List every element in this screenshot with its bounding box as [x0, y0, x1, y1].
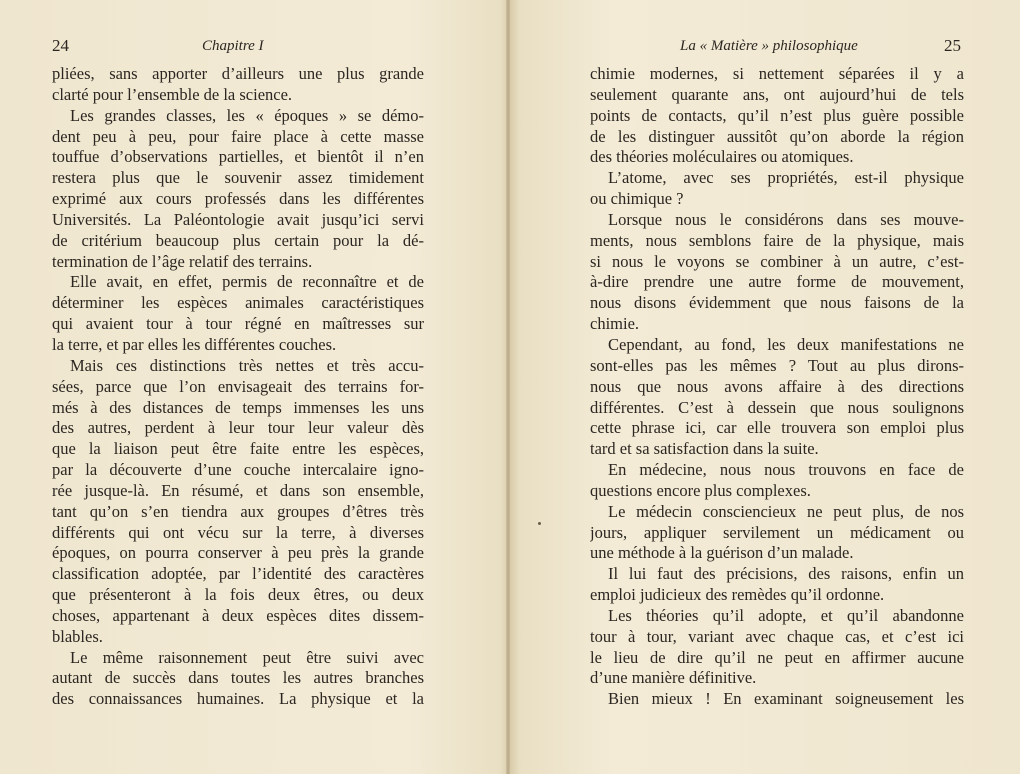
- text-line: des connaissances humaines. La physique et la: [52, 689, 424, 709]
- text-line: différentes. C’est à dessein que nous soulignons: [590, 397, 964, 417]
- text-line: Le même raisonnement peut être suivi avec: [70, 647, 424, 667]
- text-line: d’une manière définitive.: [590, 668, 757, 688]
- text-line: chimie modernes, si nettement séparées il y a: [590, 64, 964, 83]
- text-line: une méthode à la guérison d’un malade.: [590, 543, 854, 563]
- text-line: nous disons évidemment que nous faisons de la: [590, 293, 964, 313]
- text-line: pliées, sans apporter d’ailleurs une plus grande: [52, 64, 424, 83]
- text-line: différents qui ont vécu sur la terre, à diverses: [52, 522, 424, 542]
- text-line: classification adoptée, par l’identité des caractères: [52, 564, 424, 584]
- page-body: [590, 64, 964, 710]
- text-line: L’atome, avec ses propriétés, est-il physique: [608, 168, 964, 188]
- text-line: més à des distances de temps immenses les uns: [52, 397, 424, 417]
- text-line: Universités. La Paléontologie avait jusqu’ici servi: [52, 209, 424, 229]
- text-line: En médecine, nous nous trouvons en face de: [608, 460, 964, 480]
- text-line: sont-elles pas les mêmes ? Tout au plus dirons-: [590, 355, 964, 375]
- text-line: de critérium beaucoup plus certain pour la dé-: [52, 230, 424, 250]
- text-line: à-dire prendre une autre forme de mouvement,: [590, 272, 964, 292]
- text-line: sées, parce que l’on envisageait des terrains for-: [52, 376, 424, 396]
- text-line: cette phrase ici, car elle trouvera son emploi plus: [590, 418, 964, 438]
- text-line: autant de succès dans toutes les autres branches: [52, 668, 424, 688]
- text-line: la terre, et par elles les différentes couches.: [52, 334, 337, 354]
- text-line: clarté pour l’ensemble de la science.: [52, 84, 293, 104]
- page-body: [52, 64, 424, 710]
- text-line: termination de l’âge relatif des terrains.: [52, 251, 313, 271]
- text-line: nous que nous avons affaire à des directions: [590, 376, 964, 396]
- text-line: dent peu à peu, pour faire place à cette masse: [52, 126, 424, 146]
- text-line: que présenteront à la fois deux êtres, ou deux: [52, 585, 424, 605]
- text-line: Bien mieux ! En examinant soigneusement les: [608, 689, 964, 709]
- text-line: touffue d’observations partielles, et bientôt il n’en: [52, 147, 424, 167]
- text-line: questions encore plus complexes.: [590, 480, 811, 500]
- running-head: Chapitre I: [202, 38, 264, 54]
- text-line: tant qu’on s’en tiendra aux groupes d’êtres très: [52, 501, 424, 521]
- text-line: déterminer les espèces animales caractéristiques: [52, 293, 424, 313]
- text-line: rée jusque-là. En résumé, et dans son ensemble,: [52, 480, 424, 500]
- text-line: exprimé aux cours professés dans les différentes: [52, 189, 424, 209]
- text-line: emploi judicieux des remèdes qu’il ordonne.: [590, 585, 885, 605]
- running-head: La « Matière » philosophique: [680, 38, 858, 54]
- text-line: que la liaison peut être faite entre les espèces,: [52, 439, 424, 459]
- text-line: de les distinguer aussitôt qu’on aborde la région: [590, 126, 964, 146]
- text-line: Elle avait, en effet, permis de reconnaître et de: [70, 272, 424, 292]
- text-line: Les grandes classes, les « époques » se démo-: [70, 105, 424, 125]
- text-line: Il lui faut des précisions, des raisons, enfin un: [608, 564, 964, 584]
- text-line: des autres, perdent à leur tour leur valeur dès: [52, 418, 424, 438]
- text-line: qui avaient tour à tour régné en maîtresses sur: [52, 314, 424, 334]
- page-number: 24: [52, 36, 69, 55]
- text-line: époques, on pourra conserver à peu près la grande: [52, 543, 424, 563]
- text-line: ments, nous semblons faire de la physique, mais: [590, 230, 964, 250]
- text-line: seulement quarante ans, ont aujourd’hui de tels: [590, 84, 964, 104]
- text-line: Lorsque nous le considérons dans ses mouve-: [608, 209, 964, 229]
- text-line: points de contacts, qu’il n’est plus guère possible: [590, 105, 964, 125]
- text-line: choses, appartenant à deux espèces dites dissem-: [52, 605, 424, 625]
- text-line: Mais ces distinctions très nettes et très accu-: [70, 355, 424, 375]
- text-line: chimie.: [590, 314, 640, 334]
- text-line: tard et sa satisfaction dans la suite.: [590, 439, 819, 459]
- text-line: ou chimique ?: [590, 189, 684, 209]
- text-line: restera plus que le souvenir assez timidement: [52, 168, 424, 188]
- text-line: des théories moléculaires ou atomiques.: [590, 147, 854, 167]
- text-line: blables.: [52, 626, 103, 646]
- right-page: [510, 0, 1020, 774]
- text-line: Le médecin consciencieux ne peut plus, de nos: [608, 501, 964, 521]
- text-line: tour à tour, variant avec chaque cas, et c’est ici: [590, 626, 964, 646]
- text-line: jours, appliquer servilement un médicament ou: [590, 522, 964, 542]
- text-line: si nous le voyons se combiner à un autre, c’est-: [590, 251, 964, 271]
- left-page: [0, 0, 506, 774]
- text-line: le lieu de dire qu’il ne peut en affirmer aucune: [590, 647, 964, 667]
- text-line: Cependant, au fond, les deux manifestations ne: [608, 334, 964, 354]
- page-number: 25: [944, 36, 961, 55]
- text-line: Les théories qu’il adopte, et qu’il abandonne: [608, 605, 964, 625]
- text-line: par la découverte d’une couche intercalaire igno-: [52, 460, 424, 480]
